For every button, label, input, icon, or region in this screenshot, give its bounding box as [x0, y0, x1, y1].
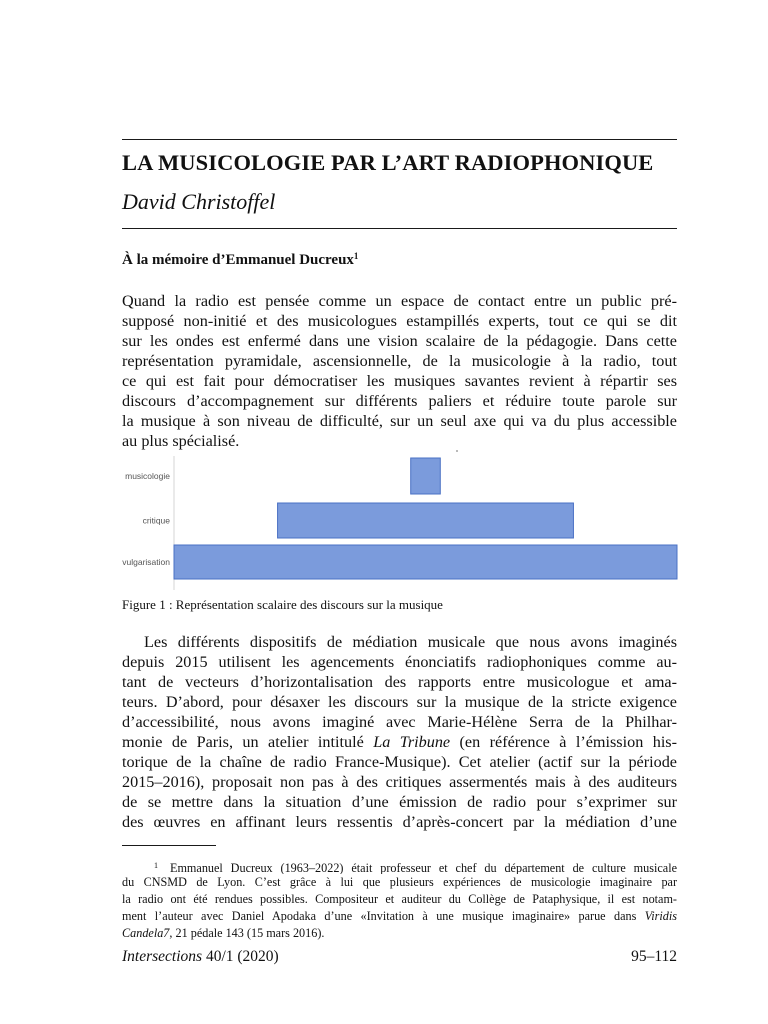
paragraph-line: ce qui est fait pour démocratiser les musiques savantes revient à répartir ses	[122, 372, 677, 390]
footnote-number: 1	[154, 861, 158, 870]
dedication-text: À la mémoire d’Emmanuel Ducreux	[122, 252, 354, 268]
category-label-musicologie: musicologie	[125, 471, 170, 481]
paragraph-line: tant de vecteurs d’horizontalisation des rapports entre musicologue et ama-	[122, 673, 677, 691]
footnote-line	[122, 908, 677, 925]
dedication	[122, 251, 358, 269]
footnote-line	[122, 925, 677, 942]
journal-name: Intersections	[122, 948, 203, 965]
footnote-text: ment l’auteur avec Daniel Apodaka d’une «Invitation à une musique imaginaire» parue dans	[122, 909, 645, 923]
journal-issue: 40/1 (2020)	[202, 948, 279, 965]
chart-artifact-dot	[456, 450, 458, 452]
paragraph-line: la musique à son niveau de difficulté, sur un seul axe qui va du plus accessible	[122, 412, 677, 430]
journal-title: Candela7	[122, 926, 170, 940]
paragraph-line: depuis 2015 utilisent les agencements énonciatifs radiophoniques comme au-	[122, 653, 677, 671]
journal-title: Viridis	[644, 909, 677, 923]
line-text: (en référence à l’émission his-	[450, 733, 677, 751]
footnote-reference[interactable]: 1	[353, 251, 359, 261]
paragraph-line: Quand la radio est pensée comme un espace de contact entre un public pré-	[122, 292, 677, 310]
paragraph-line: au plus spécialisé.	[122, 432, 240, 450]
paragraph-line: supposé non-initié et des musicologues estampillés experts, tout ce qui se dit	[122, 312, 677, 330]
paragraph-line: d’accessibilité, nous avons imaginé avec Marie-Hélène Serra de la Philhar-	[122, 713, 677, 731]
footnote-text: Emmanuel Ducreux (1963–2022) était professeur et chef du département de culture musicale	[170, 861, 677, 874]
pyramid-chart	[110, 448, 688, 590]
paragraph-body	[122, 632, 677, 832]
paragraph-line: sur les ondes est enfermé dans une vision scalaire de la pédagogie. Dans cette	[122, 332, 677, 350]
footnote	[122, 857, 677, 942]
bar-critique	[278, 503, 574, 538]
footnote-line: du CNSMD de Lyon. C’est grâce à lui que plusieurs expériences de musicologie imaginaire par	[122, 875, 677, 889]
page-range: 95–112	[631, 948, 677, 965]
figure-caption: Figure 1 : Représentation scalaire des discours sur la musique	[122, 597, 443, 612]
footnote-rule	[122, 845, 216, 846]
top-rule	[122, 139, 677, 140]
paragraph-line: des œuvres en affinant leurs ressentis d’après-concert par la médiation d’une	[122, 813, 677, 831]
paragraph-line: Les différents dispositifs de médiation musicale que nous avons imaginés	[144, 633, 677, 651]
bar-musicologie	[411, 458, 441, 494]
footnote-line: la radio ont été rendues possibles. Compositeur et auditeur du Collège de Pataphysique, il est notam-	[122, 892, 677, 906]
paragraph-line: représentation pyramidale, ascensionnelle, de la musicologie à la radio, tout	[122, 352, 677, 370]
bar-vulgarisation	[174, 545, 677, 579]
journal-citation	[122, 948, 279, 966]
article-title: LA MUSICOLOGIE PAR L’ART RADIOPHONIQUE	[122, 150, 654, 175]
footnote-line	[122, 857, 677, 874]
paragraph-line: discours d’accompagnement sur différents paliers et réduire toute parole sur	[122, 392, 677, 410]
work-title: La Tribune	[373, 733, 451, 751]
category-label-vulgarisation: vulgarisation	[122, 557, 170, 567]
line-text: monie de Paris, un atelier intitulé	[122, 733, 374, 751]
category-label-critique: critique	[142, 515, 170, 526]
paragraph-line: teurs. D’abord, pour désaxer les discours sur la musique de la stricte exigence	[122, 693, 677, 711]
paragraph-line: torique de la chaîne de radio France-Musique). Cet atelier (actif sur la période	[122, 753, 677, 771]
paragraph-intro	[122, 291, 677, 451]
paragraph-line	[122, 732, 677, 752]
header-bottom-rule	[122, 228, 677, 229]
footnote-text: , 21 pédale 143 (15 mars 2016).	[169, 926, 325, 940]
article-author: David Christoffel	[122, 189, 276, 214]
paragraph-line: de se mettre dans la situation d’une émission de radio pour s’exprimer sur	[122, 793, 677, 811]
paragraph-line: 2015–2016), proposait non pas à des critiques assermentés mais à des auditeurs	[122, 773, 677, 791]
